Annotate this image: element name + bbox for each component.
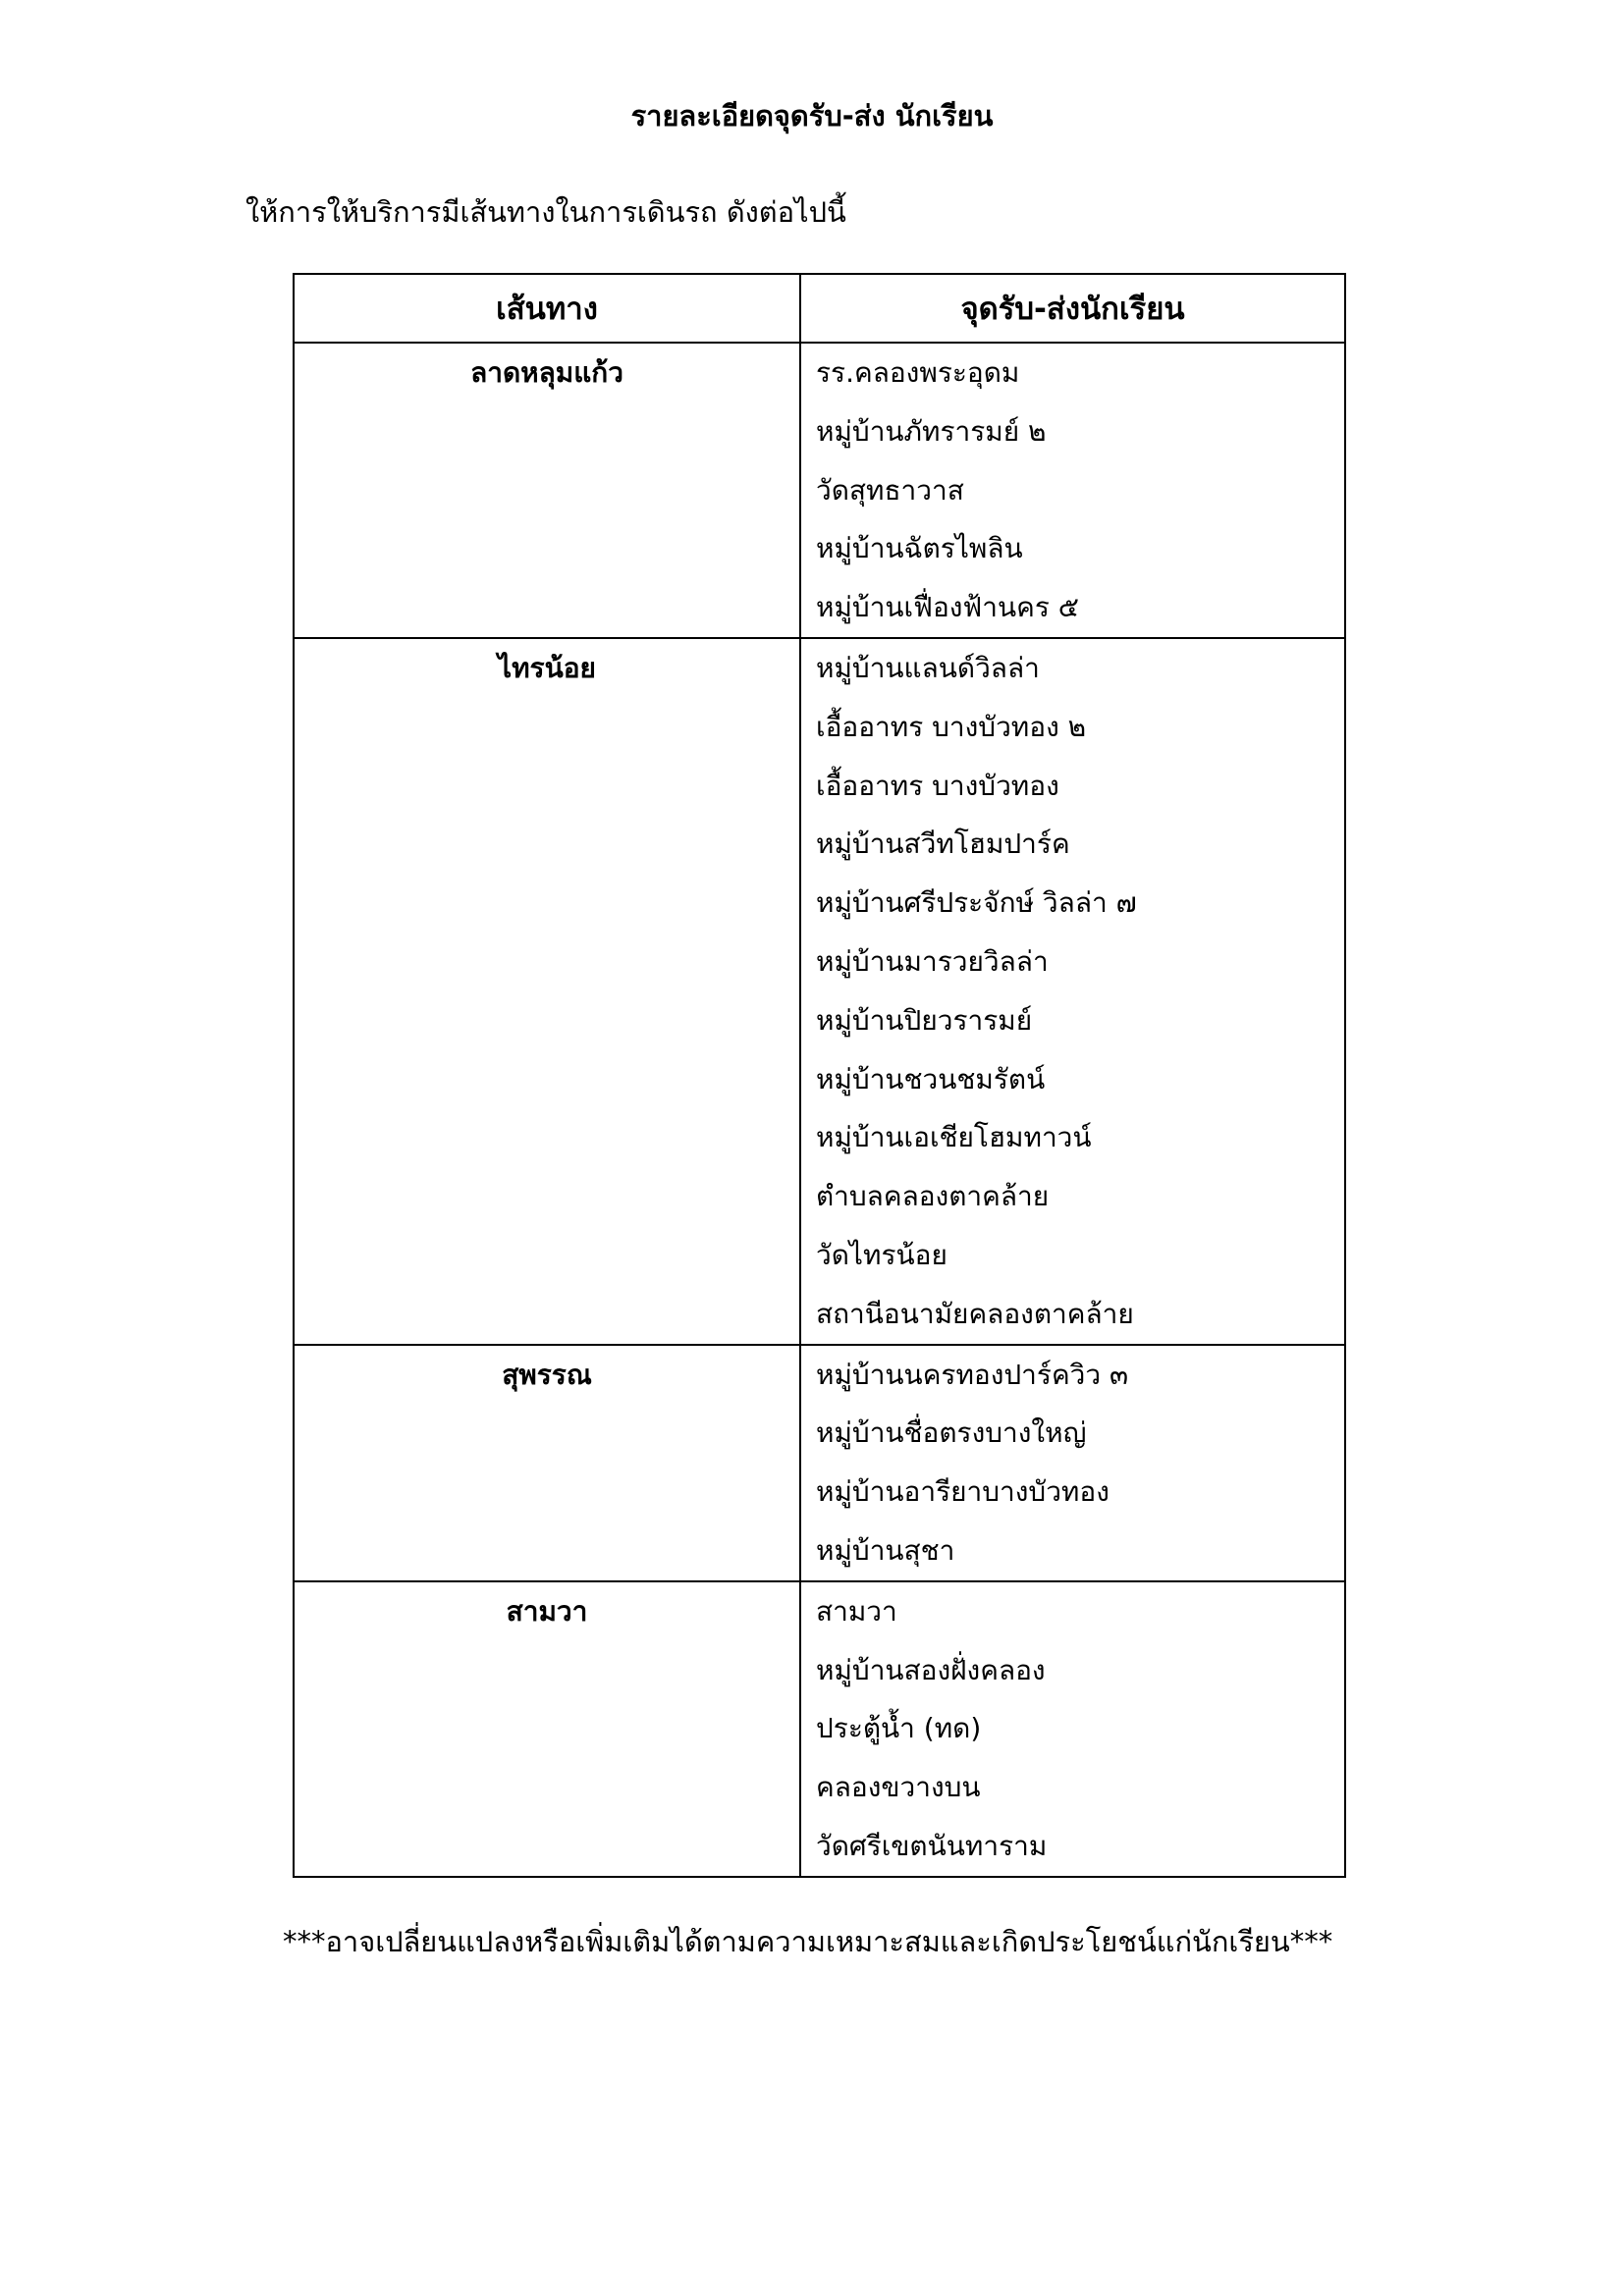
- document-title: รายละเอียดจุดรับ-ส่ง นักเรียน: [630, 99, 994, 133]
- route-cell: [294, 1581, 800, 1877]
- stops-list: [801, 1582, 1344, 1876]
- list-item: หมู่บ้านภัทรารมย์ ๒: [816, 414, 1047, 448]
- list-item: หมู่บ้านนครทองปาร์ควิว ๓: [816, 1358, 1129, 1391]
- list-item: วัดสุทธาวาส: [816, 473, 964, 507]
- list-item: เอื้ออาทร บางบัวทอง ๒: [816, 710, 1087, 743]
- route-name: ไทรน้อย: [498, 651, 596, 684]
- list-item: หมู่บ้านแลนด์วิลล่า: [816, 651, 1040, 684]
- list-item: หมู่บ้านชื่อตรงบางใหญ่: [816, 1416, 1087, 1450]
- list-item: หมู่บ้านมารวยวิลล่า: [816, 944, 1049, 978]
- list-item: สามวา: [816, 1594, 897, 1628]
- stops-cell: [800, 1581, 1345, 1877]
- list-item: หมู่บ้านเฟื่องฟ้านคร ๕: [816, 591, 1079, 624]
- list-item: ตำบลคลองตาคล้าย: [816, 1180, 1050, 1213]
- header-pickup-points: จุดรับ-ส่งนักเรียน: [800, 274, 1345, 343]
- list-item: เอื้ออาทร บางบัวทอง: [816, 769, 1059, 802]
- list-item: คลองขวางบน: [816, 1771, 981, 1804]
- list-item: วัดไทรน้อย: [816, 1238, 947, 1271]
- route-cell: [294, 638, 800, 1345]
- route-cell: [294, 1345, 800, 1581]
- routes-table: [293, 273, 1346, 1878]
- list-item: หมู่บ้านฉัตรไพลิน: [816, 532, 1023, 565]
- list-item: หมู่บ้านสองฝั่งคลอง: [816, 1653, 1046, 1686]
- route-name: ลาดหลุมแก้ว: [470, 356, 623, 389]
- list-item: หมู่บ้านเอเชียโฮมทาวน์: [816, 1121, 1092, 1154]
- list-item: หมู่บ้านสวีทโฮมปาร์ค: [816, 828, 1070, 861]
- table-row: [294, 1345, 1345, 1581]
- stops-cell: [800, 343, 1345, 638]
- route-cell: [294, 343, 800, 638]
- header-route: เส้นทาง: [294, 274, 800, 343]
- stops-list: [801, 639, 1344, 1344]
- list-item: หมู่บ้านศรีประจักษ์ วิลล่า ๗: [816, 886, 1137, 920]
- table-row: [294, 1581, 1345, 1877]
- list-item: หมู่บ้านสุชา: [816, 1533, 955, 1567]
- stops-list: [801, 1346, 1344, 1580]
- stops-cell: [800, 638, 1345, 1345]
- list-item: หมู่บ้านปิยวรารมย์: [816, 1003, 1033, 1037]
- stops-cell: [800, 1345, 1345, 1581]
- list-item: วัดศรีเขตนันทาราม: [816, 1829, 1048, 1862]
- routes-table-body: [294, 343, 1345, 1877]
- intro-text: ให้การให้บริการมีเส้นทางในการเดินรถ ดังต่อไปนี้: [245, 195, 846, 229]
- stops-list: [801, 344, 1344, 637]
- list-item: หมู่บ้านอารียาบางบัวทอง: [816, 1475, 1110, 1509]
- footer-note: ***อาจเปลี่ยนแปลงหรือเพิ่มเติมได้ตามความเหมาะสมและเกิดประโยชน์แก่นักเรียน***: [283, 1925, 1333, 1958]
- table-row: [294, 343, 1345, 638]
- table-row: [294, 638, 1345, 1345]
- route-name: สามวา: [506, 1594, 588, 1628]
- list-item: หมู่บ้านชวนชมรัตน์: [816, 1062, 1046, 1095]
- list-item: สถานีอนามัยคลองตาคล้าย: [816, 1297, 1134, 1330]
- table-header-row: [294, 274, 1345, 343]
- route-name: สุพรรณ: [502, 1358, 592, 1391]
- list-item: รร.คลองพระอุดม: [816, 356, 1020, 389]
- list-item: ประตู้น้ำ (ทด): [816, 1712, 982, 1745]
